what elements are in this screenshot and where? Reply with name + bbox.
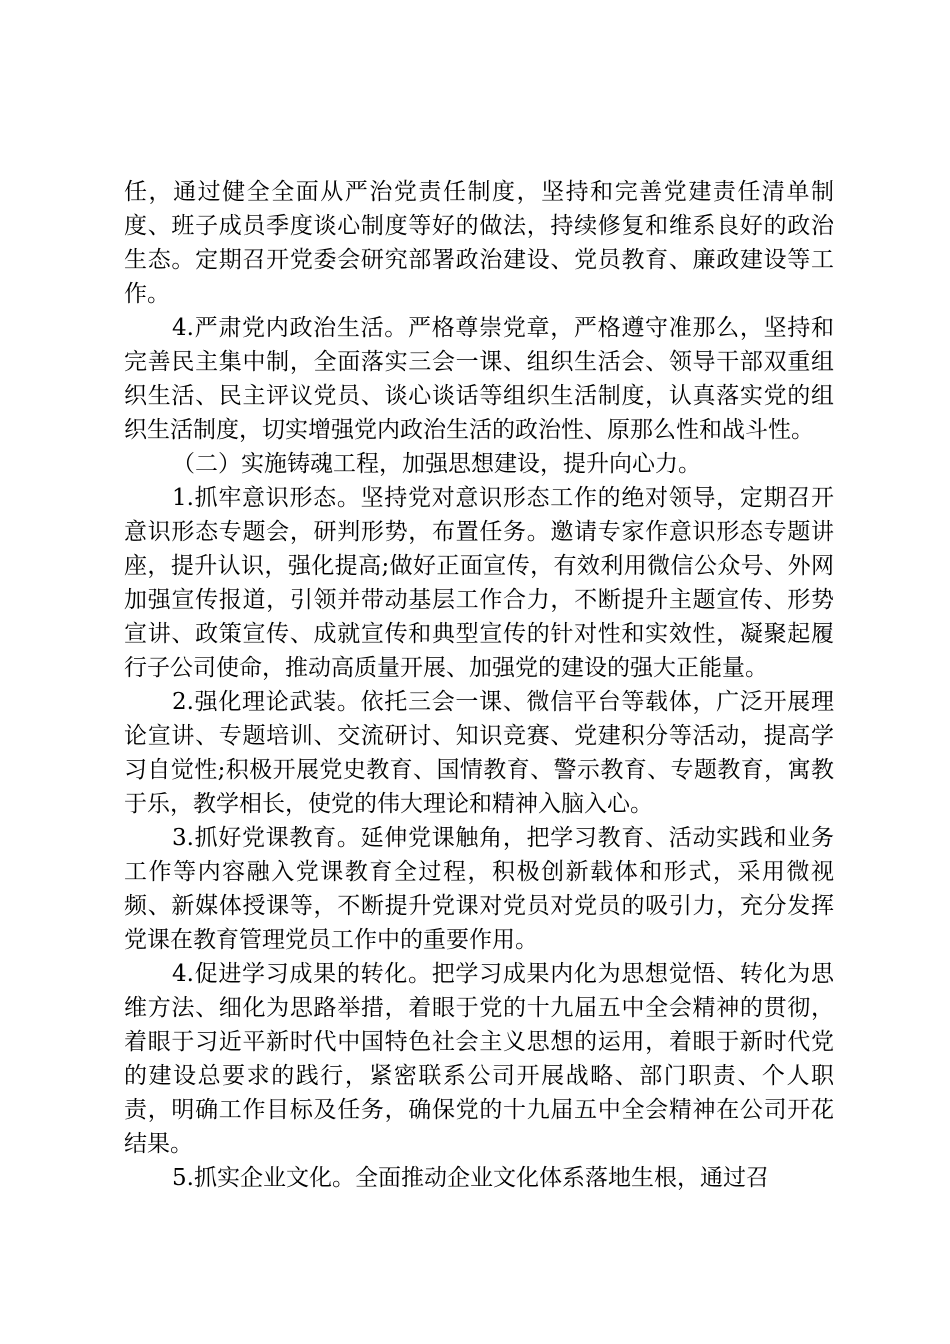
paragraph-party-lesson: 3.抓好党课教育。延伸党课触角，把学习教育、活动实践和业务工作等内容融入党课教育全过程，积极创新载体和形式，采用微视频、新媒体授课等，不断提升党课对党员对党员的吸引力，充分发挥党课在教育管理党员工作中的重要作用。 [124, 825, 834, 953]
paragraph-learning-results: 4.促进学习成果的转化。把学习成果内化为思想觉悟、转化为思维方法、细化为思路举措，着眼于党的十九届五中全会精神的贯彻，着眼于习近平新时代中国特色社会主义思想的运用，着眼于新时代党的建设总要求的践行，紧密联系公司开展战略、部门职责、个人职责，明确工作目标及任务，确保党的十九届五中全会精神在公司开花结果。 [124, 961, 834, 1157]
paragraph-corporate-culture: 5.抓实企业文化。全面推动企业文化体系落地生根，通过召 [172, 1165, 769, 1191]
document-body [124, 175, 834, 1195]
paragraph-theory: 2.强化理论武装。依托三会一课、微信平台等载体，广泛开展理论宣讲、专题培训、交流研讨、知识竞赛、党建积分等活动，提高学习自觉性;积极开展党史教育、国情教育、警示教育、专题教育，寓教于乐，教学相长，使党的伟大理论和精神入脑入心。 [124, 689, 834, 817]
paragraph-ideology: 1.抓牢意识形态。坚持党对意识形态工作的绝对领导，定期召开意识形态专题会，研判形势，布置任务。邀请专家作意识形态专题讲座，提升认识，强化提高;做好正面宣传，有效利用微信公众号、外网加强宣传报道，引领并带动基层工作合力，不断提升主题宣传、形势宣讲、政策宣传、成就宣传和典型宣传的针对性和实效性，凝聚起履行子公司使命，推动高质量开展、加强党的建设的强大正能量。 [124, 485, 834, 681]
paragraph-continuation: 任，通过健全全面从严治党责任制度，坚持和完善党建责任清单制度、班子成员季度谈心制度等好的做法，持续修复和维系良好的政治生态。定期召开党委会研究部署政治建设、党员教育、廉政建设等工作。 [124, 179, 834, 307]
paragraph-party-life: 4.严肃党内政治生活。严格尊崇党章，严格遵守准那么，坚持和完善民主集中制，全面落实三会一课、组织生活会、领导干部双重组织生活、民主评议党员、谈心谈话等组织生活制度，认真落实党的组织生活制度，切实增强党内政治生活的政治性、原那么性和战斗性。 [124, 315, 834, 443]
section-heading-ideology: （二）实施铸魂工程，加强思想建设，提升向心力。 [172, 451, 701, 477]
